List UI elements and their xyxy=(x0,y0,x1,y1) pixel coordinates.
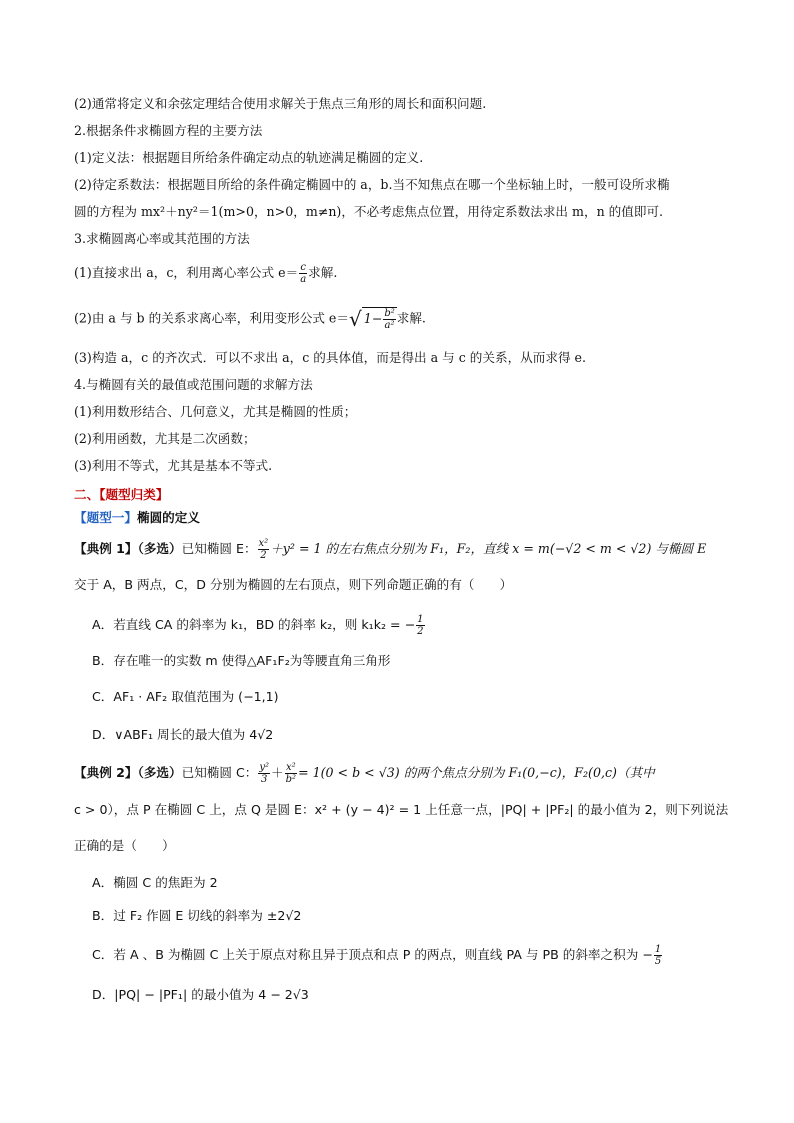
fraction xyxy=(258,538,270,561)
option-d: D．|PQ| − |PF₁| 的最小值为 4 − 2√3 xyxy=(92,987,309,1002)
fraction-denominator: 2 xyxy=(260,550,267,561)
question-type-heading xyxy=(74,509,734,527)
text-line: 交于 A，B 两点，C，D 分别为椭圆的左右顶点，则下列命题正确的有（ ） xyxy=(74,577,513,592)
text-segment: = 1(0 < b < √3) 的两个焦点分别为 F₁(0,−c)，F₂(0,c)（其中 xyxy=(298,765,655,780)
sqrt-symbol: √ xyxy=(348,307,362,331)
fraction-numerator: 1 xyxy=(654,944,662,955)
fraction xyxy=(383,308,395,331)
fraction-denominator: a² xyxy=(384,320,395,331)
fraction-numerator: c xyxy=(300,262,306,273)
text-segment: 已知椭圆 E： xyxy=(181,541,257,556)
fraction-numerator: y² xyxy=(259,762,270,773)
option-d: D．∨ABF₁ 周长的最大值为 4√2 xyxy=(92,727,274,742)
option-a: A．椭圆 C 的焦距为 2 xyxy=(92,875,218,890)
fraction xyxy=(654,944,662,967)
option-b: B．存在唯一的实数 m 使得△AF₁F₂为等腰直角三角形 xyxy=(92,653,391,668)
example-tag: （多选） xyxy=(137,541,182,556)
option-a xyxy=(92,614,426,637)
text-segment: 求解. xyxy=(308,265,338,280)
fraction-numerator: x² xyxy=(286,762,296,773)
fraction-numerator: 1 xyxy=(417,614,424,625)
fraction-denominator: b² xyxy=(285,774,297,785)
text-line: 正确的是（ ） xyxy=(74,838,175,853)
text-line: (2)利用函数，尤其是二次函数； xyxy=(74,431,256,446)
plus-sign: ＋ xyxy=(271,765,284,780)
text-line: (3)利用不等式，尤其是基本不等式. xyxy=(74,458,273,473)
fraction xyxy=(299,262,307,285)
option-text: A．若直线 CA 的斜率为 k₁，BD 的斜率 k₂，则 k₁k₂ = − xyxy=(92,617,416,632)
text-line-formula xyxy=(74,262,734,285)
example-label: 【典例 2】 xyxy=(74,765,138,780)
option-b: B．过 F₂ 作圆 E 切线的斜率为 ±2√2 xyxy=(92,908,302,923)
text-segment: (1)直接求出 a，c，利用离心率公式 e＝ xyxy=(74,265,299,280)
example-2-stem xyxy=(74,762,734,785)
text-line: (2)待定系数法：根据题目所给的条件确定椭圆中的 a，b.当不知焦点在哪一个坐标轴上时，一般可设所求椭 xyxy=(74,177,670,192)
option-c: C．AF₁ · AF₂ 取值范围为 (−1,1) xyxy=(92,689,279,704)
option-c xyxy=(92,944,663,967)
text-line: (2)通常将定义和余弦定理结合使用求解关于焦点三角形的周长和面积问题. xyxy=(74,96,487,111)
text-segment: 已知椭圆 C： xyxy=(181,765,258,780)
text-line: 圆的方程为 mx²＋ny²＝1(m>0，n>0，m≠n)，不必考虑焦点位置，用待定系数法求出 m，n 的值即可. xyxy=(74,204,664,219)
text-line: 2.根据条件求椭圆方程的主要方法 xyxy=(74,123,263,138)
text-line: 4.与椭圆有关的最值或范围问题的求解方法 xyxy=(74,377,313,392)
fraction-numerator: x² xyxy=(258,538,269,549)
text-line: (1)利用数形结合、几何意义，尤其是椭圆的性质； xyxy=(74,404,357,419)
section-title: 【题型归类】 xyxy=(99,487,169,502)
example-label: 【典例 1】 xyxy=(74,541,138,556)
fraction-numerator: b² xyxy=(384,308,395,319)
fraction xyxy=(416,614,424,637)
sqrt-content xyxy=(362,307,397,331)
fraction-denominator: 5 xyxy=(654,956,662,967)
example-1-stem xyxy=(74,538,734,561)
section-heading xyxy=(74,486,734,504)
question-type-label: 【题型一】 xyxy=(74,510,137,525)
text-segment: (2)由 a 与 b 的关系求离心率，利用变形公式 e＝ xyxy=(74,310,349,326)
fraction-denominator: 2 xyxy=(417,626,424,637)
text-line: 3.求椭圆离心率或其范围的方法 xyxy=(74,231,250,246)
text-line: (3)构造 a，c 的齐次式．可以不求出 a，c 的具体值，而是得出 a 与 c 的关系，从而求得 e. xyxy=(74,350,587,365)
text-line: c > 0），点 P 在椭圆 C 上，点 Q 是圆 E：x² + (y − 4)² = 1 上任意一点，|PQ| + |PF₂| 的最小值为 2，则下列说法 xyxy=(74,802,729,817)
text-segment: ＋y² = 1 的左右焦点分别为 F₁，F₂，直线 x = m(−√2 < m < √2) 与椭圆 E xyxy=(270,541,707,556)
example-tag: （多选） xyxy=(137,765,182,780)
fraction-denominator: 3 xyxy=(261,774,268,785)
fraction-denominator: a xyxy=(300,274,307,285)
text-line-formula xyxy=(74,307,734,331)
question-type-title: 椭圆的定义 xyxy=(136,510,200,525)
fraction xyxy=(285,762,297,785)
sqrt-text: 1− xyxy=(363,311,383,326)
section-prefix: 二、 xyxy=(74,487,100,502)
option-text: C．若 A 、B 为椭圆 C 上关于原点对称且异于顶点和点 P 的两点，则直线 PA 与 PB 的斜率之积为 − xyxy=(92,947,653,962)
text-segment: 求解. xyxy=(396,310,426,326)
text-line: (1)定义法：根据题目所给条件确定动点的轨迹满足椭圆的定义. xyxy=(74,150,424,165)
fraction xyxy=(258,762,270,785)
